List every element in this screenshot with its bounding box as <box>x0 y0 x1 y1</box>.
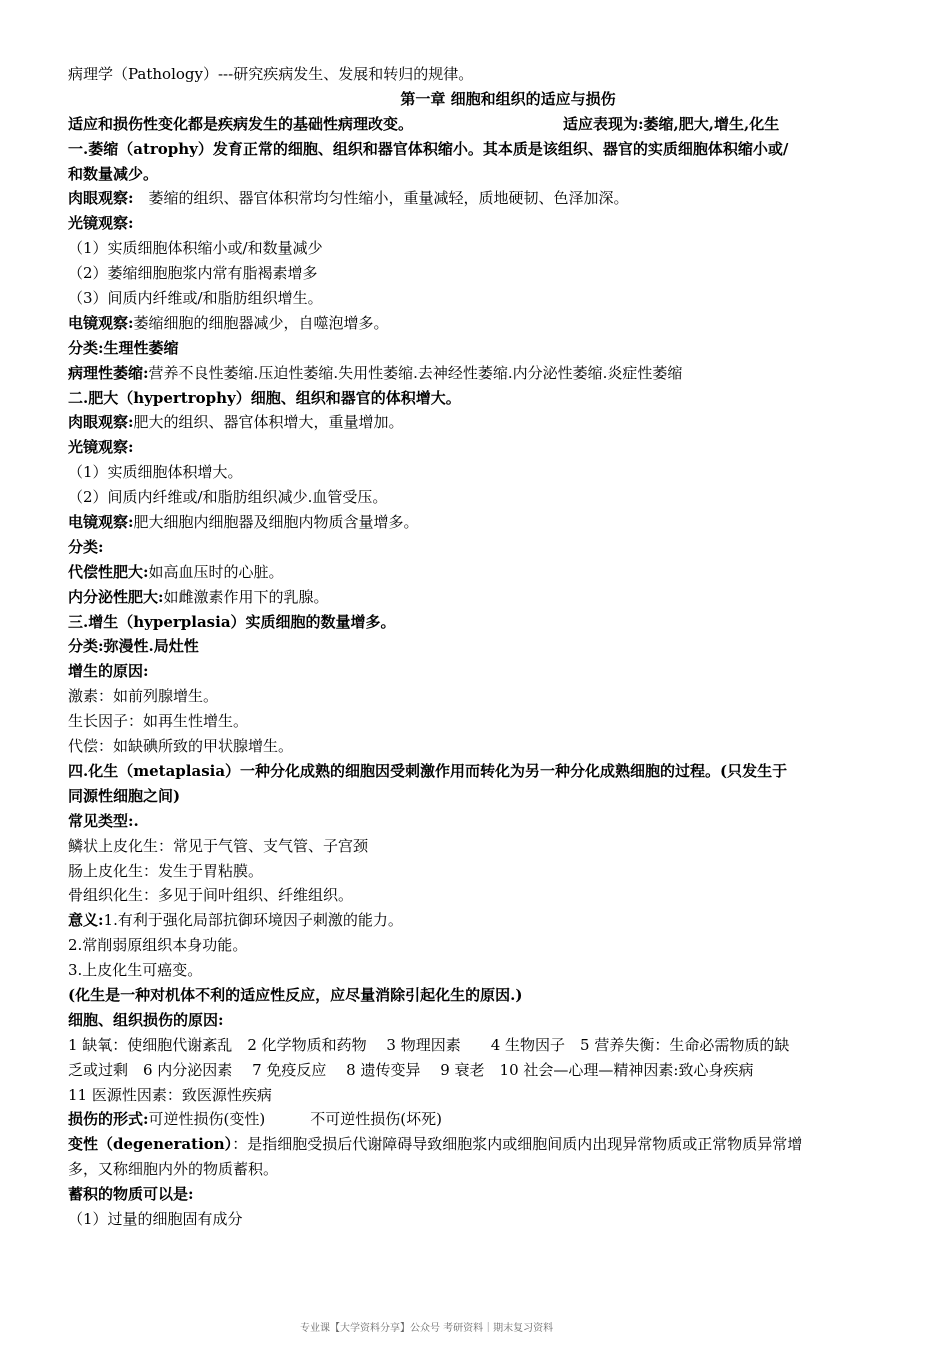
compensatory-hypertrophy <box>68 560 868 585</box>
atrophy-light-item-2: （2）萎缩细胞胞浆内常有脂褐素增多 <box>68 264 318 283</box>
compensatory-hypertrophy-text: 如高血压时的心脏。 <box>148 562 284 581</box>
metaplasia-definition-line-1: 四.化生（metaplasia）一种分化成熟的细胞因受刺激作用而转化为另一种分化成熟细胞的过程。(只发生于 <box>68 761 788 780</box>
atrophy-light-item-1: （1）实质细胞体积缩小或/和数量减少 <box>68 239 323 258</box>
injury-causes-line-1: 1 缺氧：使细胞代谢紊乱 2 化学物质和药物 3 物理因素 4 生物因子 5 营养失衡：生命必需物质的缺 <box>68 1035 790 1054</box>
atrophy-definition-line-2: 和数量减少。 <box>68 164 159 183</box>
electron-microscopy-text: 萎缩细胞的细胞器减少，自噬泡增多。 <box>133 313 389 332</box>
gross-observation-label: 肉眼观察: <box>68 413 134 432</box>
hypertrophy-classification: 分类: <box>68 537 104 556</box>
atrophy-light-microscopy-label: 光镜观察: <box>68 214 134 233</box>
accumulated-substances-label: 蓄积的物质可以是: <box>68 1185 194 1204</box>
gross-observation-text: 萎缩的组织、器官体积常均匀性缩小，重量减轻，质地硬韧、色泽加深。 <box>133 189 629 208</box>
injury-causes-line-3: 11 医源性因素：致医源性疾病 <box>68 1085 272 1104</box>
metaplasia-significance-item-3: 3.上皮化生可癌变。 <box>68 961 203 980</box>
hyperplasia-cause-3: 代偿：如缺碘所致的甲状腺增生。 <box>68 737 294 756</box>
injury-forms-label: 损伤的形式: <box>68 1110 149 1129</box>
injury-causes-line-2: 乏或过剩 6 内分泌因素 7 免疫反应 8 遗传变异 9 衰老 10 社会—心理—精神因素:致心身疾病 <box>68 1060 754 1079</box>
document-page <box>68 62 868 1232</box>
metaplasia-significance-item-2: 2.常削弱原组织本身功能。 <box>68 936 248 955</box>
adaptation-basis-text: 适应和损伤性变化都是疾病发生的基础性病理改变。 <box>68 114 414 133</box>
atrophy-definition-line-1: 一.萎缩（atrophy）发育正常的细胞、组织和器官体积缩小。其本质是该组织、器官的实质细胞体积缩小或/ <box>68 139 789 158</box>
metaplasia-type-1: 鳞状上皮化生：常见于气管、支气管、子宫颈 <box>68 836 369 855</box>
metaplasia-note: (化生是一种对机体不利的适应性反应，应尽量消除引起化生的原因.) <box>68 985 523 1004</box>
gross-observation-label: 肉眼观察: <box>68 189 134 208</box>
metaplasia-type-2: 肠上皮化生：发生于胃粘膜。 <box>68 861 264 880</box>
injury-forms-text: 可逆性损伤(变性) 不可逆性损伤(坏死) <box>148 1110 442 1129</box>
hypertrophy-gross-observation <box>68 410 868 435</box>
intro-line: 病理学（Pathology）---研究疾病发生、发展和转归的规律。 <box>68 65 474 83</box>
electron-microscopy-label: 电镜观察: <box>68 313 134 332</box>
atrophy-gross-observation <box>68 186 868 211</box>
significance-item-1: 1.有利于强化局部抗御环境因子刺激的能力。 <box>103 911 403 930</box>
injury-forms <box>68 1107 868 1132</box>
page-footer-watermark: 专业课【大学资料分享】公众号 考研资料｜期末复习资料 <box>300 1323 554 1334</box>
injury-causes-label: 细胞、组织损伤的原因: <box>68 1010 224 1029</box>
hypertrophy-light-item-1: （1）实质细胞体积增大。 <box>68 463 243 482</box>
hypertrophy-light-microscopy-label: 光镜观察: <box>68 438 134 457</box>
atrophy-electron-microscopy <box>68 311 868 336</box>
degeneration-label: 变性（degeneration） <box>68 1135 233 1154</box>
compensatory-hypertrophy-label: 代偿性肥大: <box>68 562 149 581</box>
degeneration-text: ：是指细胞受损后代谢障碍导致细胞浆内或细胞间质内出现异常物质或正常物质异常增 <box>232 1135 803 1154</box>
significance-label: 意义: <box>68 911 104 930</box>
hyperplasia-classification: 分类:弥漫性.局灶性 <box>68 637 199 656</box>
chapter-title: 第一章 细胞和组织的适应与损伤 <box>400 89 616 108</box>
electron-microscopy-text: 肥大细胞内细胞器及细胞内物质含量增多。 <box>133 513 419 532</box>
endocrine-hypertrophy <box>68 585 868 610</box>
hyperplasia-definition: 三.增生（hyperplasia）实质细胞的数量增多。 <box>68 612 396 631</box>
metaplasia-definition-line-2: 同源性细胞之间) <box>68 786 181 805</box>
pathological-atrophy-text: 营养不良性萎缩.压迫性萎缩.失用性萎缩.去神经性萎缩.内分泌性萎缩.炎症性萎缩 <box>148 363 683 382</box>
metaplasia-type-3: 骨组织化生：多见于间叶组织、纤维组织。 <box>68 886 354 905</box>
degeneration-definition-line-2: 多，又称细胞内外的物质蓄积。 <box>68 1160 279 1179</box>
gross-observation-text: 肥大的组织、器官体积增大，重量增加。 <box>133 413 404 432</box>
metaplasia-significance <box>68 908 868 933</box>
degeneration-definition-line-1 <box>68 1132 868 1157</box>
atrophy-classification: 分类:生理性萎缩 <box>68 338 179 357</box>
endocrine-hypertrophy-label: 内分泌性肥大: <box>68 587 164 606</box>
metaplasia-types-label: 常见类型:. <box>68 811 139 830</box>
pathological-atrophy-label: 病理性萎缩: <box>68 363 149 382</box>
adaptation-forms-text: 适应表现为:萎缩,肥大,增生,化生 <box>563 114 780 133</box>
electron-microscopy-label: 电镜观察: <box>68 513 134 532</box>
hyperplasia-causes-label: 增生的原因: <box>68 662 149 681</box>
accumulated-substance-1: （1）过量的细胞固有成分 <box>68 1209 243 1228</box>
endocrine-hypertrophy-text: 如雌激素作用下的乳腺。 <box>163 587 329 606</box>
adaptation-summary <box>68 112 868 137</box>
hypertrophy-electron-microscopy <box>68 510 868 535</box>
pathological-atrophy <box>68 361 868 386</box>
hypertrophy-definition: 二.肥大（hypertrophy）细胞、组织和器官的体积增大。 <box>68 388 461 407</box>
atrophy-light-item-3: （3）间质内纤维或/和脂肪组织增生。 <box>68 289 323 308</box>
hyperplasia-cause-1: 激素：如前列腺增生。 <box>68 687 219 706</box>
hyperplasia-cause-2: 生长因子：如再生性增生。 <box>68 712 249 731</box>
hypertrophy-light-item-2: （2）间质内纤维或/和脂肪组织减少.血管受压。 <box>68 488 388 507</box>
